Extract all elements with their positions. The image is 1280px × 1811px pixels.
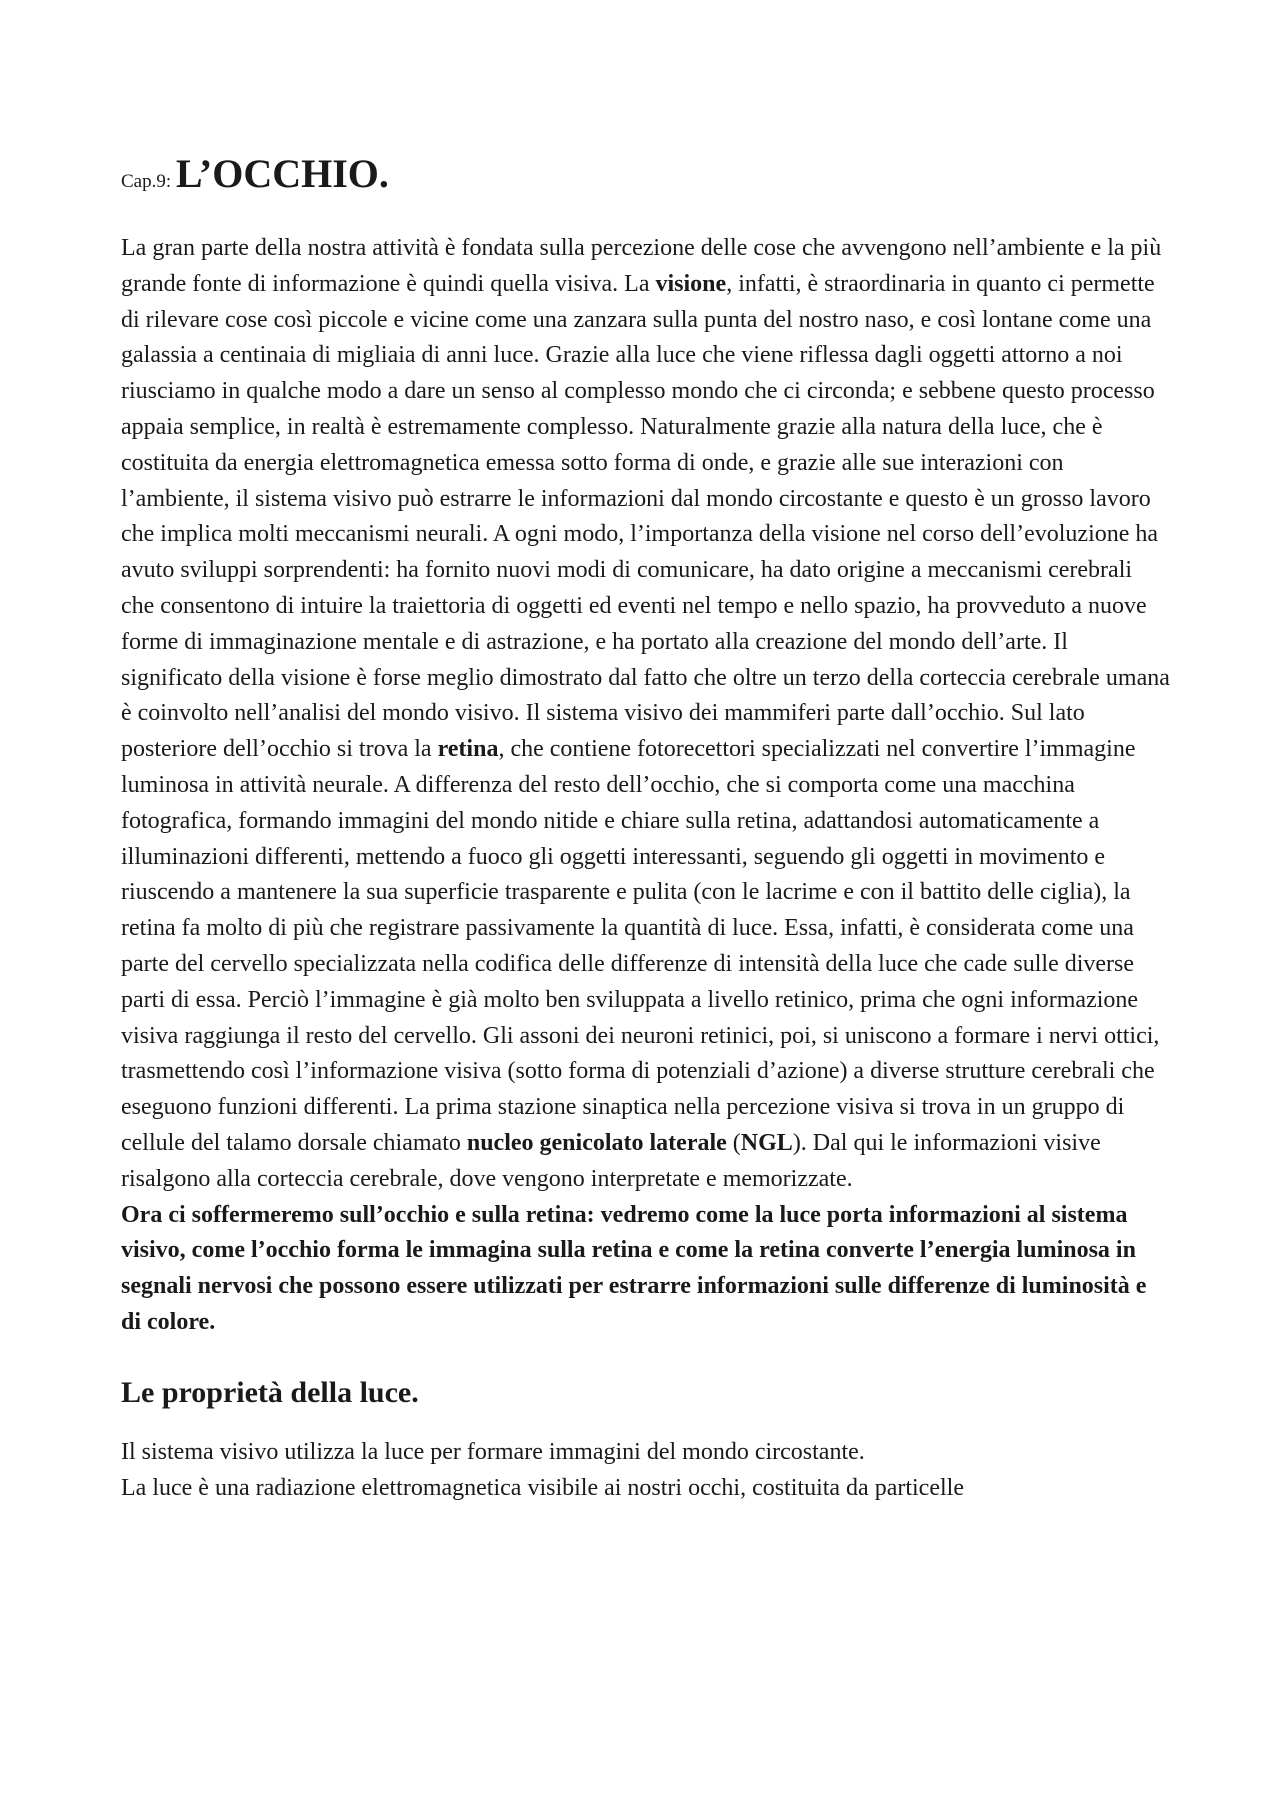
section-paragraph-2: La luce è una radiazione elettromagnetica visibile ai nostri occhi, costituita da particelle xyxy=(121,1474,964,1501)
document-page xyxy=(121,152,1171,1506)
chapter-title: L’OCCHIO. xyxy=(175,151,389,196)
intro-text-1: La gran parte della nostra attività è fondata sulla percezione delle cose che avvengono nell’ambiente e la più grande fonte di informazione è quindi quella visiva. La xyxy=(121,235,1162,297)
term-nucleo-genicolato: nucleo genicolato laterale xyxy=(466,1129,727,1156)
intro-text-2: , infatti, è straordinaria in quanto ci permette di rilevare cose così piccole e vicine come una zanzara sulla punta del nostro naso, e così lontane come una galassia a centinaia di migliaia di anni luce. Grazie alla luce che viene riflessa dagli oggetti attorno a noi riusciamo in qualche modo a dare un senso al complesso mondo che ci circonda; e sebbene questo processo appaia semplice, in realtà è estremamente complesso. Naturalmente grazie alla natura della luce, che è costituita da energia elettromagnetica emessa sotto forma di onde, e grazie alle sue interazioni con l’ambiente, il sistema visivo può estrarre le informazioni dal mondo circostante e questo è un grosso lavoro che implica molti meccanismi neurali. A ogni modo, l’importanza della visione nel corso dell’evoluzione ha avuto sviluppi sorprendenti: ha fornito nuovi modi di comunicare, ha dato origine a meccanismi cerebrali che consentono di intuire la traiettoria di oggetti ed eventi nel tempo e nello spazio, ha provveduto a nuove forme di immaginazione mentale e di astrazione, e ha portato alla creazione del mondo dell’arte. Il significato della visione è forse meglio dimostrato dal fatto che oltre un terzo della corteccia cerebrale umana è coinvolto nell’analisi del mondo visivo. Il sistema visivo dei mammiferi parte dall’occhio. Sul lato posteriore dell’occhio si trova la xyxy=(121,270,1170,763)
term-ngl: NGL xyxy=(740,1129,793,1156)
intro-text-3: , che contiene fotorecettori specializzati nel convertire l’immagine luminosa in attività neurale. A differenza del resto dell’occhio, che si comporta come una macchina fotografica, formando immagini del mondo nitide e chiare sulla retina, adattandosi automaticamente a illuminazioni differenti, mettendo a fuoco gli oggetti interessanti, seguendo gli oggetti in movimento e riuscendo a mantenere la sua superficie trasparente e pulita (con le lacrime e con il battito delle ciglia), la retina fa molto di più che registrare passivamente la quantità di luce. Essa, infatti, è considerata come una parte del cervello specializzata nella codifica delle differenze di intensità della luce che cade sulle diverse parti di essa. Perciò l’immagine è già molto ben sviluppata a livello retinico, prima che ogni informazione visiva raggiunga il resto del cervello. Gli assoni dei neuroni retinici, poi, si uniscono a formare i nervi ottici, trasmettendo così l’informazione visiva (sotto forma di potenziali d’azione) a diverse strutture cerebrali che eseguono funzioni differenti. La prima stazione sinaptica nella percezione visiva si trova in un gruppo di cellule del talamo dorsale chiamato xyxy=(121,736,1160,1156)
chapter-heading xyxy=(121,152,1171,205)
summary-paragraph: Ora ci soffermeremo sull’occhio e sulla retina: vedremo come la luce porta informazioni al sistema visivo, come l’occhio forma le immagina sulla retina e come la retina converte l’energia luminosa in segnali nervosi che possono essere utilizzati per estrarre informazioni sulle differenze di luminosità e di colore. xyxy=(121,1201,1147,1335)
section-title: Le proprietà della luce. xyxy=(121,1375,419,1409)
term-visione: visione xyxy=(655,270,727,297)
chapter-number: Cap.9: xyxy=(121,171,176,192)
intro-paragraph xyxy=(121,231,1171,1198)
term-retina: retina xyxy=(437,736,499,763)
intro-text-4: ( xyxy=(726,1129,741,1156)
intro-text-5: ). Dal qui le informazioni visive risalgono alla corteccia cerebrale, dove vengono interpretate e memorizzate. xyxy=(121,1129,1101,1192)
section-paragraph-1: Il sistema visivo utilizza la luce per formare immagini del mondo circostante. xyxy=(121,1438,865,1465)
